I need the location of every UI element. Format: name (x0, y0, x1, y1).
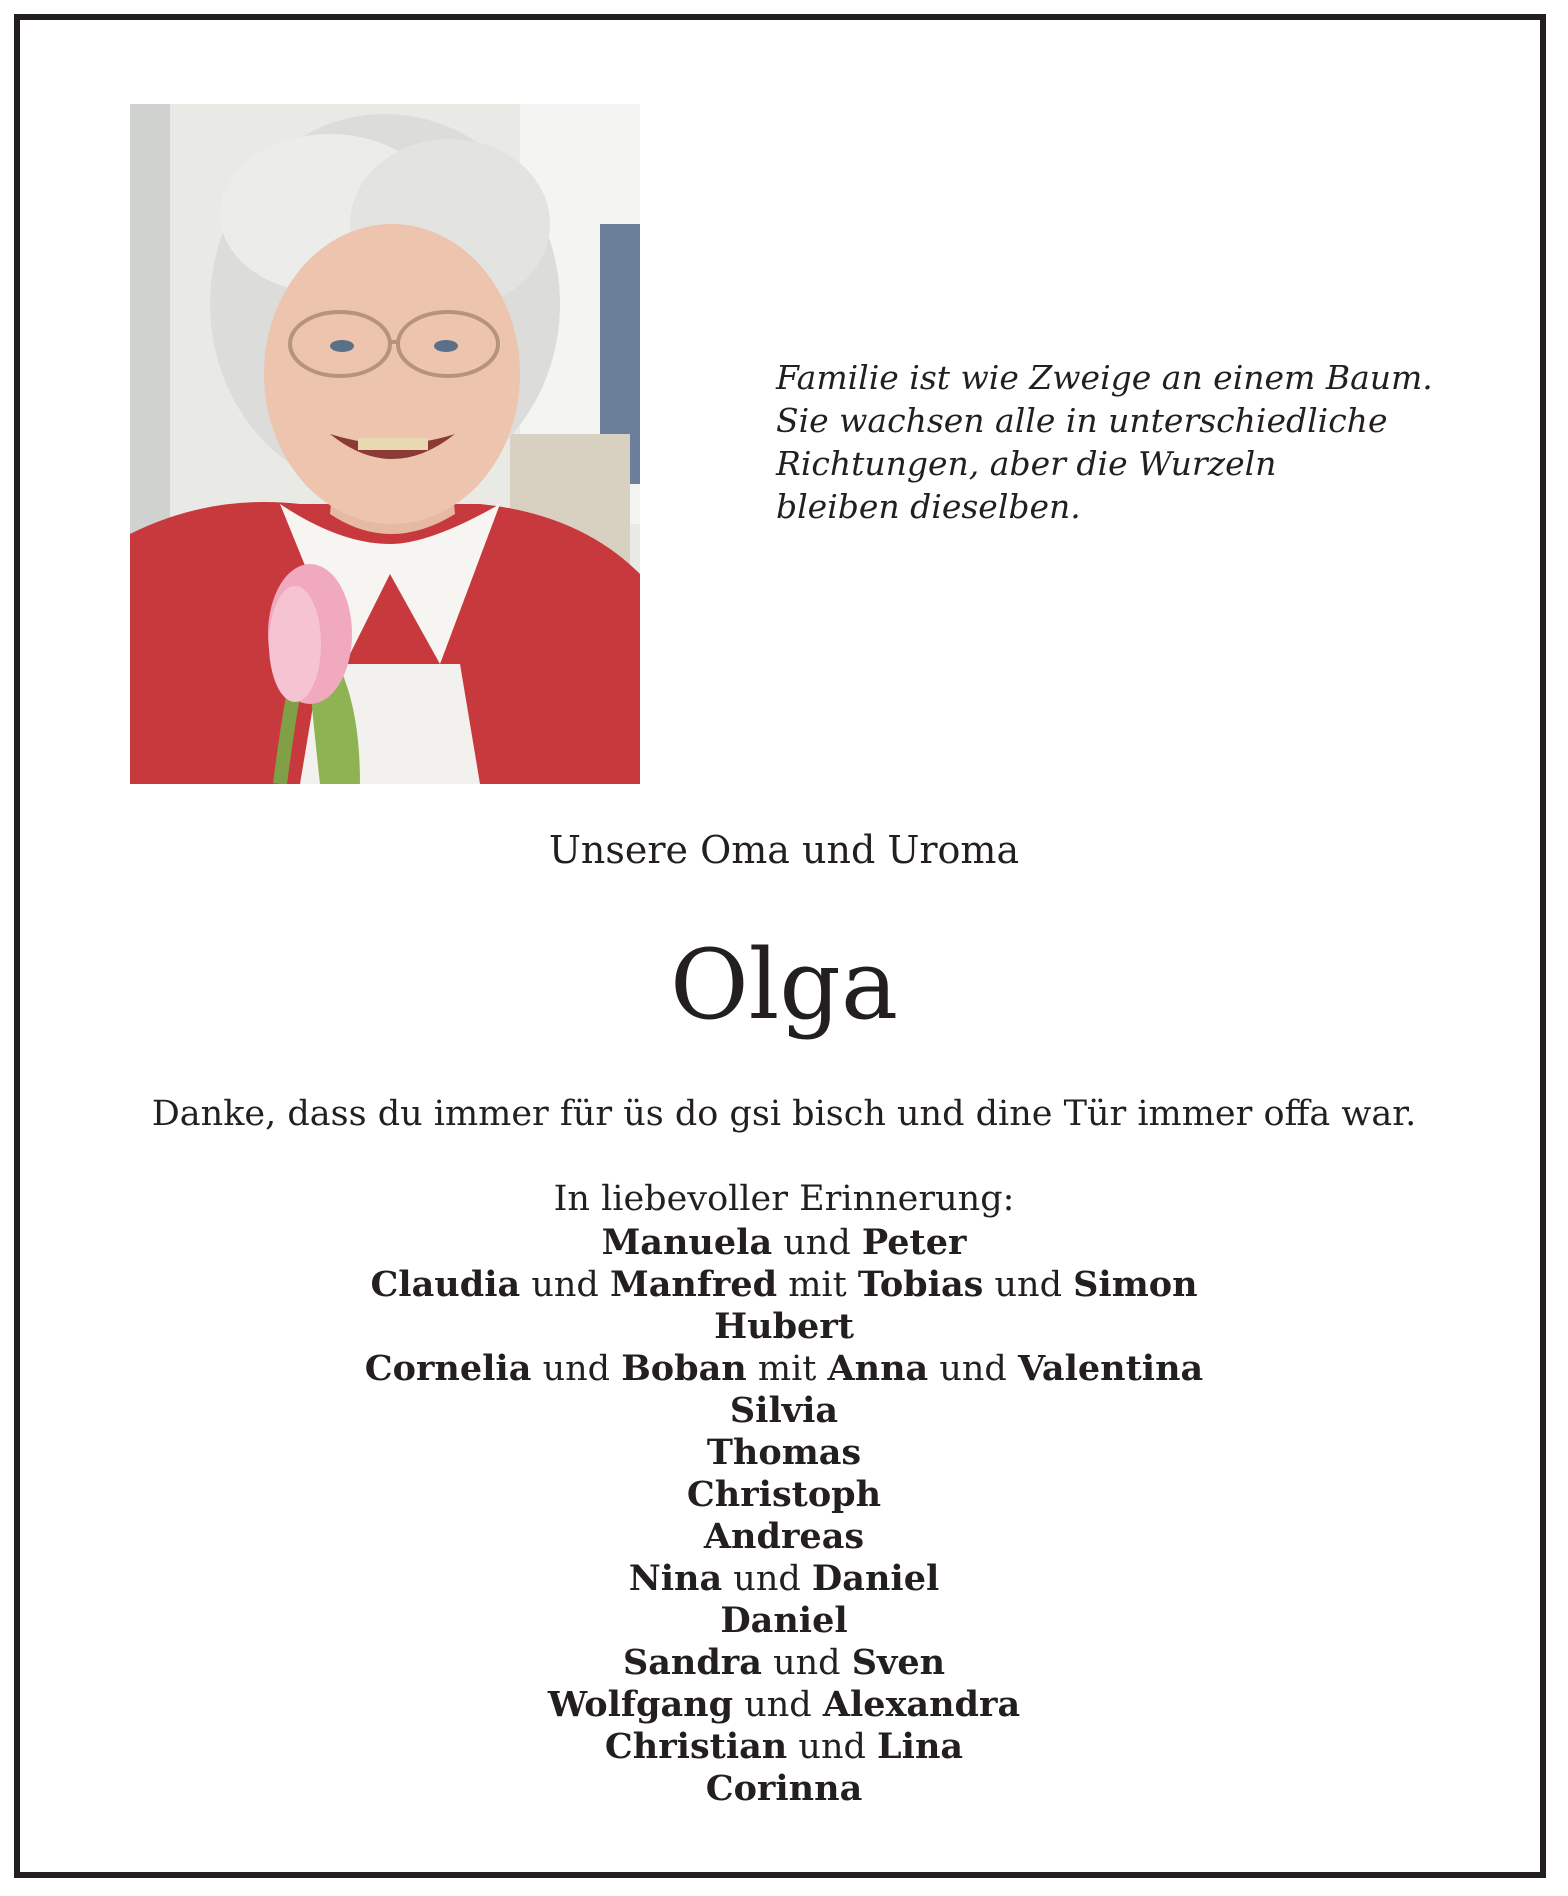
connector-word: und (733, 1559, 801, 1599)
mourner-name: Hubert (714, 1306, 854, 1347)
mourner-line (0, 1264, 1568, 1306)
connector-word: und (773, 1643, 841, 1683)
mourner-line (0, 1516, 1568, 1558)
mourner-line (0, 1600, 1568, 1642)
mourner-name: Corinna (705, 1768, 863, 1809)
connector-word: mit (788, 1265, 847, 1305)
mourner-line (0, 1306, 1568, 1348)
mourner-line (0, 1558, 1568, 1600)
mourner-name: Alexandra (822, 1684, 1021, 1725)
mourner-name: Daniel (811, 1558, 940, 1599)
mourner-name: Christian (604, 1726, 788, 1767)
thanks-text: Danke, dass du immer für üs do gsi bisch und dine Tür immer offa war. (151, 1094, 1417, 1134)
mourner-name: Christoph (686, 1474, 882, 1515)
subtitle: Unsere Oma und Uroma (548, 828, 1020, 872)
quote-line: Sie wachsen alle in unterschiedliche (776, 401, 1388, 440)
portrait-photo (130, 104, 640, 784)
mourner-name: Claudia (370, 1264, 521, 1305)
mourner-name: Boban (621, 1348, 747, 1389)
mourner-name: Nina (628, 1558, 723, 1599)
mourner-name: Sven (851, 1642, 946, 1683)
mourner-line (0, 1222, 1568, 1264)
mourner-line (0, 1390, 1568, 1432)
mourner-line (0, 1684, 1568, 1726)
mourner-name: Thomas (706, 1432, 862, 1473)
mourner-name: Daniel (720, 1600, 848, 1641)
connector-word: und (744, 1685, 812, 1725)
deceased-name: Olga (669, 929, 899, 1041)
connector-word: und (783, 1223, 851, 1263)
connector-word: mit (757, 1349, 817, 1389)
connector-word: und (798, 1727, 866, 1767)
mourner-name: Simon (1073, 1264, 1198, 1305)
mourner-line (0, 1768, 1568, 1810)
connector-word: und (542, 1349, 611, 1389)
mourner-name: Manfred (609, 1264, 778, 1305)
mourner-name: Peter (861, 1222, 967, 1263)
mourner-name: Lina (877, 1726, 964, 1767)
mourner-line (0, 1642, 1568, 1684)
mourner-name: Wolfgang (547, 1684, 734, 1725)
mourner-line (0, 1348, 1568, 1390)
portrait-illustration (130, 104, 640, 784)
mourner-line (0, 1432, 1568, 1474)
mourners-list (0, 1222, 1568, 1810)
connector-word: und (994, 1265, 1062, 1305)
mourner-name: Silvia (729, 1390, 839, 1431)
mourner-line (0, 1726, 1568, 1768)
memory-label: In liebevoller Erinnerung: (553, 1179, 1015, 1219)
quote-line: bleiben dieselben. (776, 487, 1081, 526)
mourner-name: Sandra (622, 1642, 762, 1683)
mourner-name: Andreas (703, 1516, 865, 1557)
mourner-name: Valentina (1017, 1348, 1204, 1389)
quote-line: Richtungen, aber die Wurzeln (776, 444, 1277, 483)
mourner-name: Cornelia (364, 1348, 532, 1389)
mourner-name: Tobias (857, 1264, 984, 1305)
quote-block (776, 356, 1496, 528)
mourner-name: Manuela (601, 1222, 773, 1263)
mourner-name: Anna (827, 1348, 929, 1389)
connector-word: und (939, 1349, 1007, 1389)
mourner-line (0, 1474, 1568, 1516)
quote-line: Familie ist wie Zweige an einem Baum. (776, 358, 1433, 397)
connector-word: und (531, 1265, 599, 1305)
